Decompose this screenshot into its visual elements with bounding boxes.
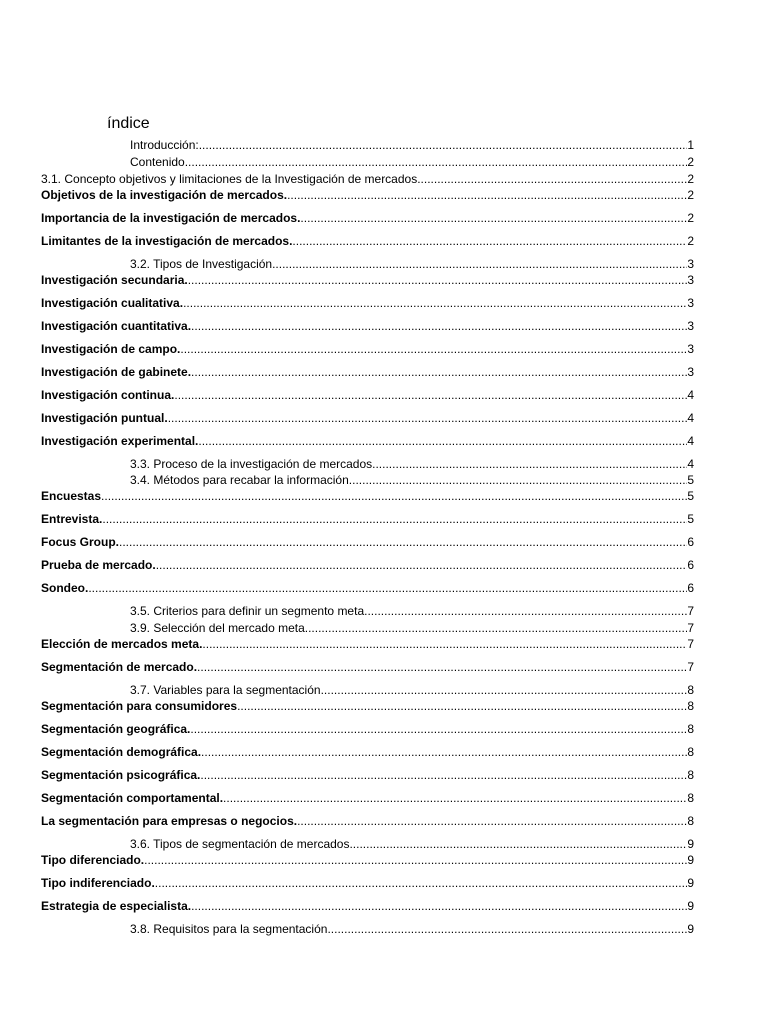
toc-entry[interactable] bbox=[41, 874, 694, 890]
toc-entry[interactable] bbox=[41, 170, 694, 186]
toc-entry-label: Prueba de mercado. bbox=[41, 558, 156, 572]
toc-entry-label: Investigación de campo. bbox=[41, 342, 181, 356]
toc-entry-label: Limitantes de la investigación de mercados. bbox=[41, 234, 293, 248]
toc-entry-page: 4 bbox=[687, 434, 694, 448]
toc-entry[interactable] bbox=[41, 409, 694, 425]
toc-entry-page: 9 bbox=[687, 837, 694, 851]
toc-entry-label: Entrevista. bbox=[41, 512, 103, 526]
toc-entry-page: 5 bbox=[687, 512, 694, 526]
toc-dot-leader bbox=[327, 922, 687, 936]
toc-entry-label: Estrategia de especialista. bbox=[41, 899, 192, 913]
toc-entry[interactable] bbox=[130, 153, 694, 169]
toc-dot-leader bbox=[191, 899, 687, 913]
toc-entry-label: Segmentación psicográfica. bbox=[41, 768, 201, 782]
toc-entry-page: 6 bbox=[687, 581, 694, 595]
toc-entry[interactable] bbox=[41, 317, 694, 333]
toc-entry-page: 3 bbox=[687, 342, 694, 356]
toc-entry-page: 3 bbox=[687, 257, 694, 271]
toc-entry-label: 3.1. Concepto objetivos y limitaciones de la Investigación de mercados bbox=[41, 172, 418, 186]
toc-entry[interactable] bbox=[41, 897, 694, 913]
toc-entry-page: 2 bbox=[687, 172, 694, 186]
toc-entry-label: Segmentación de mercado. bbox=[41, 660, 198, 674]
toc-dot-leader bbox=[237, 699, 687, 713]
toc-entry-page: 5 bbox=[687, 473, 694, 487]
toc-entry[interactable] bbox=[130, 455, 694, 471]
toc-dot-leader bbox=[155, 876, 688, 890]
toc-entry-label: Introducción: bbox=[130, 138, 199, 152]
toc-entry-page: 8 bbox=[687, 699, 694, 713]
toc-entry-page: 7 bbox=[687, 637, 694, 651]
toc-entry-label: 3.3. Proceso de la investigación de mercados bbox=[130, 457, 373, 471]
toc-dot-leader bbox=[272, 257, 687, 271]
toc-entry-label: 3.6. Tipos de segmentación de mercados bbox=[130, 837, 350, 851]
toc-entry-label: Tipo indiferenciado. bbox=[41, 876, 155, 890]
toc-entry[interactable] bbox=[130, 255, 694, 271]
toc-dot-leader bbox=[372, 457, 687, 471]
toc-dot-leader bbox=[101, 489, 687, 503]
toc-entry[interactable] bbox=[41, 340, 694, 356]
toc-entry-page: 3 bbox=[687, 319, 694, 333]
toc-dot-leader bbox=[198, 434, 687, 448]
toc-entry[interactable] bbox=[41, 851, 694, 867]
toc-entry[interactable] bbox=[41, 533, 694, 549]
toc-entry[interactable] bbox=[41, 579, 694, 595]
toc-entry-label: Segmentación geográfica. bbox=[41, 722, 191, 736]
toc-entry-label: Encuestas bbox=[41, 489, 102, 503]
toc-entry[interactable] bbox=[41, 766, 694, 782]
toc-entry[interactable] bbox=[41, 658, 694, 674]
toc-entry[interactable] bbox=[41, 487, 694, 503]
toc-entry[interactable] bbox=[130, 136, 694, 152]
toc-dot-leader bbox=[305, 621, 688, 635]
toc-entry-page: 4 bbox=[687, 457, 694, 471]
toc-entry[interactable] bbox=[41, 294, 694, 310]
toc-dot-leader bbox=[297, 814, 687, 828]
toc-entry-label: Focus Group. bbox=[41, 535, 119, 549]
toc-entry[interactable] bbox=[41, 510, 694, 526]
toc-entry-label: Contenido bbox=[130, 155, 185, 169]
toc-entry-page: 8 bbox=[687, 814, 694, 828]
toc-entry-label: 3.8. Requisitos para la segmentación bbox=[130, 922, 328, 936]
toc-entry-label: Segmentación comportamental. bbox=[41, 791, 224, 805]
toc-dot-leader bbox=[183, 296, 687, 310]
toc-entry-label: Importancia de la investigación de mercados. bbox=[41, 211, 301, 225]
toc-entry[interactable] bbox=[41, 232, 694, 248]
toc-entry-label: Tipo diferenciado. bbox=[41, 853, 145, 867]
toc-entry[interactable] bbox=[130, 471, 694, 487]
toc-entry[interactable] bbox=[41, 720, 694, 736]
toc-entry-label: Investigación puntual. bbox=[41, 411, 168, 425]
toc-entry-page: 9 bbox=[687, 853, 694, 867]
toc-entry-label: 3.9. Selección del mercado meta bbox=[130, 621, 305, 635]
toc-entry-page: 8 bbox=[687, 791, 694, 805]
toc-dot-leader bbox=[201, 745, 687, 759]
toc-entry[interactable] bbox=[130, 835, 694, 851]
toc-entry-label: Investigación secundaria. bbox=[41, 273, 188, 287]
toc-dot-leader bbox=[185, 155, 688, 169]
toc-title: índice bbox=[107, 115, 150, 132]
toc-dot-leader bbox=[352, 473, 687, 487]
toc-entry[interactable] bbox=[130, 920, 694, 936]
toc-entry[interactable] bbox=[41, 812, 694, 828]
toc-entry-page: 5 bbox=[687, 489, 694, 503]
toc-entry-label: Investigación cuantitativa. bbox=[41, 319, 192, 333]
toc-entry-page: 3 bbox=[687, 365, 694, 379]
toc-entry-page: 9 bbox=[687, 876, 694, 890]
toc-entry-page: 3 bbox=[687, 296, 694, 310]
toc-entry-page: 3 bbox=[687, 273, 694, 287]
toc-dot-leader bbox=[349, 837, 687, 851]
toc-entry-page: 7 bbox=[687, 660, 694, 674]
toc-entry-label: Segmentación demográfica. bbox=[41, 745, 202, 759]
toc-entry-label: Investigación cualitativa. bbox=[41, 296, 184, 310]
toc-dot-leader bbox=[200, 768, 687, 782]
toc-dot-leader bbox=[119, 535, 687, 549]
toc-dot-leader bbox=[144, 853, 687, 867]
toc-entry[interactable] bbox=[130, 619, 694, 635]
toc-entry-label: La segmentación para empresas o negocios. bbox=[41, 814, 298, 828]
toc-entry-page: 7 bbox=[687, 604, 694, 618]
toc-dot-leader bbox=[180, 342, 687, 356]
toc-entry-page: 2 bbox=[687, 211, 694, 225]
toc-dot-leader bbox=[321, 683, 688, 697]
toc-entry-page: 7 bbox=[687, 621, 694, 635]
toc-entry-page: 9 bbox=[687, 922, 694, 936]
toc-dot-leader bbox=[174, 388, 687, 402]
toc-dot-leader bbox=[168, 411, 688, 425]
toc-entry-page: 8 bbox=[687, 722, 694, 736]
toc-entry[interactable] bbox=[41, 186, 694, 202]
toc-dot-leader bbox=[199, 138, 688, 152]
toc-entry-page: 8 bbox=[687, 745, 694, 759]
toc-entry[interactable] bbox=[41, 743, 694, 759]
toc-dot-leader bbox=[188, 273, 688, 287]
toc-dot-leader bbox=[300, 211, 687, 225]
toc-dot-leader bbox=[292, 234, 687, 248]
toc-entry-page: 2 bbox=[687, 188, 694, 202]
toc-entry-page: 4 bbox=[687, 411, 694, 425]
toc-entry-page: 8 bbox=[687, 683, 694, 697]
toc-entry[interactable] bbox=[130, 681, 694, 697]
toc-entry[interactable] bbox=[41, 432, 694, 448]
toc-entry[interactable] bbox=[41, 635, 694, 651]
toc-entry-label: 3.4. Métodos para recabar la información. bbox=[130, 473, 353, 487]
toc-dot-leader bbox=[102, 512, 687, 526]
toc-dot-leader bbox=[190, 722, 687, 736]
toc-entry[interactable] bbox=[41, 363, 694, 379]
toc-entry-label: 3.2. Tipos de Investigación bbox=[130, 257, 273, 271]
toc-entry[interactable] bbox=[41, 556, 694, 572]
toc-entry-label: Investigación continua. bbox=[41, 388, 175, 402]
toc-entry-label: 3.5. Criterios para definir un segmento meta bbox=[130, 604, 365, 618]
toc-entry-label: Elección de mercados meta. bbox=[41, 637, 203, 651]
toc-entry-page: 8 bbox=[687, 768, 694, 782]
toc-entry-label: Sondeo. bbox=[41, 581, 89, 595]
toc-entry-label: Segmentación para consumidores bbox=[41, 699, 238, 713]
toc-dot-leader bbox=[287, 188, 687, 202]
toc-dot-leader bbox=[191, 319, 687, 333]
toc-dot-leader bbox=[202, 637, 687, 651]
toc-dot-leader bbox=[417, 172, 687, 186]
toc-dot-leader bbox=[197, 660, 687, 674]
toc-dot-leader bbox=[223, 791, 687, 805]
toc-dot-leader bbox=[88, 581, 687, 595]
toc-entry[interactable] bbox=[41, 209, 694, 225]
toc-entry-page: 1 bbox=[687, 138, 694, 152]
toc-entry-label: Investigación de gabinete. bbox=[41, 365, 192, 379]
toc-entry[interactable] bbox=[41, 386, 694, 402]
toc-entry-page: 4 bbox=[687, 388, 694, 402]
toc-entry-label: 3.7. Variables para la segmentación bbox=[130, 683, 321, 697]
toc-entry[interactable] bbox=[41, 697, 694, 713]
toc-entry[interactable] bbox=[130, 602, 694, 618]
toc-entry-page: 2 bbox=[687, 234, 694, 248]
toc-dot-leader bbox=[364, 604, 687, 618]
toc-dot-leader bbox=[191, 365, 687, 379]
toc-entry-label: Investigación experimental. bbox=[41, 434, 199, 448]
toc-entry-label: Objetivos de la investigación de mercados. bbox=[41, 188, 288, 202]
toc-entry-page: 6 bbox=[687, 558, 694, 572]
toc-entry-page: 2 bbox=[687, 155, 694, 169]
toc-dot-leader bbox=[156, 558, 688, 572]
toc-entry[interactable] bbox=[41, 271, 694, 287]
toc-entry-page: 9 bbox=[687, 899, 694, 913]
toc-entry[interactable] bbox=[41, 789, 694, 805]
toc-entry-page: 6 bbox=[687, 535, 694, 549]
